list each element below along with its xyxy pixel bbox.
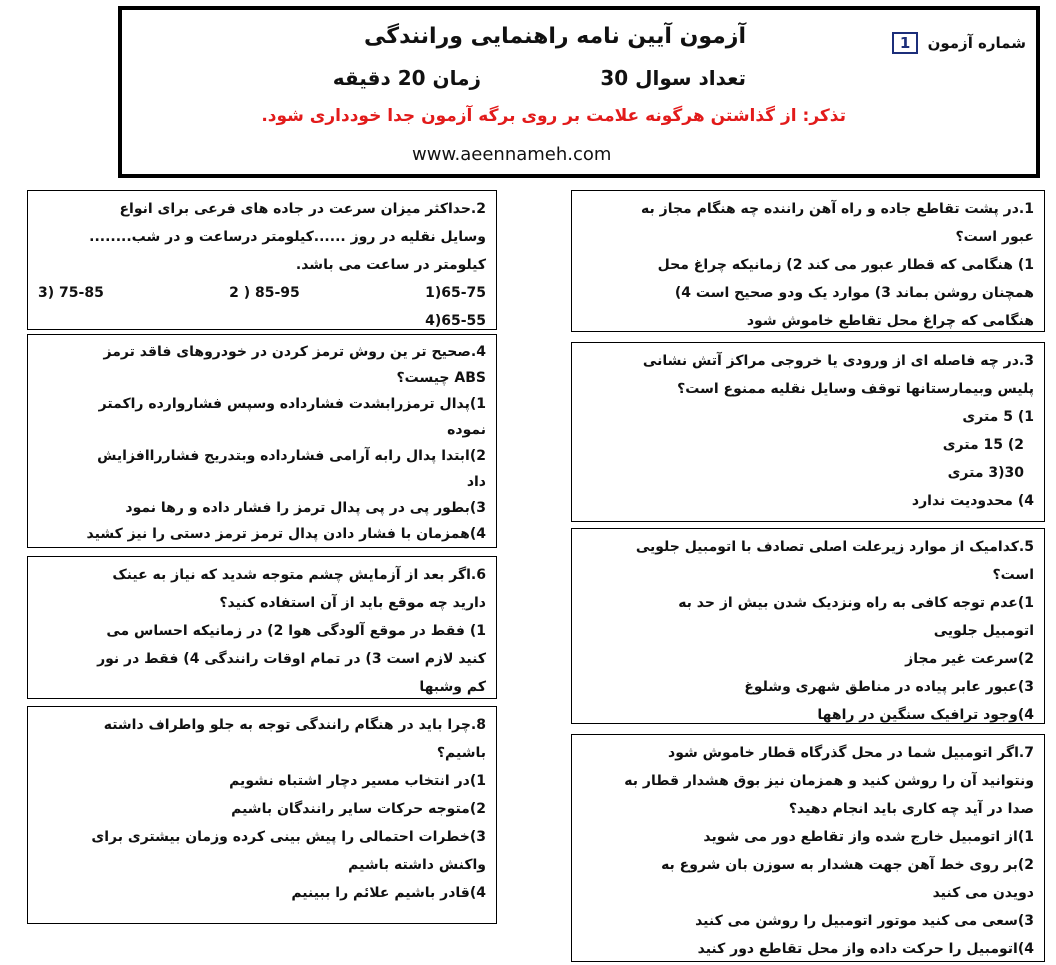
question-line: است؟ xyxy=(992,567,1034,583)
question-line: 4)وجود ترافیک سنگین در راهها xyxy=(817,707,1034,723)
question-line: کنید لازم است 3) در تمام اوقات رانندگی 4) فقط در نور xyxy=(97,651,486,667)
question-line: 2)بر روی خط آهن جهت هشدار به سوزن بان شروع به xyxy=(661,857,1034,873)
test-number xyxy=(892,32,1026,54)
question-line: اتومبیل جلویی xyxy=(933,623,1034,639)
option-1: 65-75(1 xyxy=(425,285,486,301)
question-line: 1)از اتومبیل خارج شده واز تقاطع دور می شوید xyxy=(703,829,1034,845)
question-line: ABS چیست؟ xyxy=(396,370,486,386)
question-line: 1) 5 متری xyxy=(962,409,1034,425)
question-line: 1.در پشت تقاطع جاده و راه آهن راننده چه هنگام مجاز به xyxy=(641,201,1034,217)
option-2: 85-95 ( 2 xyxy=(229,285,300,301)
exam-header xyxy=(118,6,1040,178)
question-line: همچنان روشن بماند 3) موارد یک ودو صحیح است 4) xyxy=(674,285,1034,301)
question-line: هنگامی که چراغ محل تقاطع خاموش شود xyxy=(746,313,1034,329)
question-5 xyxy=(571,528,1045,724)
question-line: 7.اگر اتومبیل شما در محل گذرگاه قطار خاموش شود xyxy=(668,745,1034,761)
question-line: 5.کدامیک از موارد زیرعلت اصلی تصادف با اتومبیل جلویی xyxy=(635,539,1034,555)
question-line: 3)خطرات احتمالی را پیش بینی کرده وزمان بیشتری برای xyxy=(91,829,486,845)
question-line: 1) فقط در موقع آلودگی هوا 2) در زمانیکه احساس می xyxy=(106,623,486,639)
question-line: 4)قادر باشیم علائم را ببینیم xyxy=(291,885,486,901)
question-line: 1)عدم توجه کافی به راه ونزدیک شدن بیش از حد به xyxy=(678,595,1034,611)
question-line: 3)سعی می کنید موتور اتومبیل را روشن می کنید xyxy=(695,913,1034,929)
question-line: 4) محدودیت ندارد xyxy=(911,493,1034,509)
question-line: 8.چرا باید در هنگام رانندگی توجه به جلو واطراف داشته xyxy=(103,717,486,733)
question-line: 4.صحیح تر ین روش ترمز کردن در خودروهای فاقد ترمز xyxy=(103,344,486,360)
question-line: کیلومتر در ساعت می باشد. xyxy=(295,257,486,273)
question-1 xyxy=(571,190,1045,332)
exam-duration: زمان 20 دقیقه xyxy=(332,66,481,90)
question-line: 3.در چه فاصله ای از ورودی یا خروجی مراکز آتش نشانی xyxy=(642,353,1034,369)
exam-note: تذکر: از گذاشتن هرگونه علامت بر روی برگه آزمون جدا خودداری شود. xyxy=(261,106,846,126)
question-line: 2)ابتدا پدال رابه آرامی فشارداده وبتدریج فشارراافزایش xyxy=(97,448,486,464)
test-number-label: شماره آزمون xyxy=(927,34,1026,52)
question-line: 2.حداکثر میزان سرعت در جاده های فرعی برای انواع xyxy=(119,201,486,217)
question-line: 1) هنگامی که قطار عبور می کند 2) زمانیکه چراغ محل xyxy=(657,257,1034,273)
question-line: 1)پدال ترمزرابشدت فشارداده وسپس فشارواردە راکمتر xyxy=(98,396,486,412)
question-line: کم وشبها xyxy=(419,679,486,695)
question-line: واکنش داشته باشیم xyxy=(348,857,486,873)
question-line: 6.اگر بعد از آزمایش چشم متوجه شدید که نیاز به عینک xyxy=(112,567,486,583)
question-line: 3)بطور پی در پی پدال ترمز را فشار داده و رها نمود xyxy=(125,500,486,516)
question-line: 4)همزمان با فشار دادن پدال ترمز ترمز دستی را نیز کشید xyxy=(86,526,486,542)
question-line: صدا در آید چه کاری باید انجام دهید؟ xyxy=(788,801,1034,817)
question-6 xyxy=(27,556,497,699)
question-count: تعداد سوال 30 xyxy=(600,66,746,90)
question-line: 30(3 متری xyxy=(947,465,1024,481)
test-number-box: 1 xyxy=(892,32,918,54)
question-line: داد xyxy=(466,474,486,490)
question-line: 4)اتومبیل را حرکت داده واز محل تقاطع دور کنید xyxy=(697,941,1034,957)
option-3: 75-85 (3 xyxy=(38,285,104,301)
question-line: 2) 15 متری xyxy=(942,437,1024,453)
question-2 xyxy=(27,190,497,330)
question-line: 2)سرعت غیر مجاز xyxy=(905,651,1034,667)
question-7 xyxy=(571,734,1045,962)
question-2-options xyxy=(38,279,486,307)
question-8 xyxy=(27,706,497,924)
question-line: پلیس وبیمارستانها توقف وسایل نقلیه ممنوع است؟ xyxy=(677,381,1034,397)
exam-title: آزمون آیین نامه راهنمایی ورانندگی xyxy=(364,24,746,49)
question-3 xyxy=(571,342,1045,522)
website-url: www.aeennameh.com xyxy=(412,144,612,165)
option-4: 65-55(4 xyxy=(425,313,486,329)
question-line: دارید چه موقع باید از آن استفاده کنید؟ xyxy=(219,595,486,611)
question-line: 1)در انتخاب مسیر دچار اشتباه نشویم xyxy=(229,773,486,789)
question-line: ونتوانید آن را روشن کنید و همزمان نیز بوق هشدار قطار به xyxy=(624,773,1034,789)
question-line: 3)عبور عابر پیاده در مناطق شهری وشلوغ xyxy=(744,679,1034,695)
question-line: دویدن می کنید xyxy=(932,885,1034,901)
question-4 xyxy=(27,334,497,548)
question-line: عبور است؟ xyxy=(955,229,1034,245)
question-line: وسایل نقلیه در روز ......کیلومتر درساعت و در شب........ xyxy=(89,229,486,245)
question-line: 2)متوجه حرکات سایر رانندگان باشیم xyxy=(231,801,486,817)
question-line: نموده xyxy=(447,422,486,438)
question-line: باشیم؟ xyxy=(436,745,486,761)
